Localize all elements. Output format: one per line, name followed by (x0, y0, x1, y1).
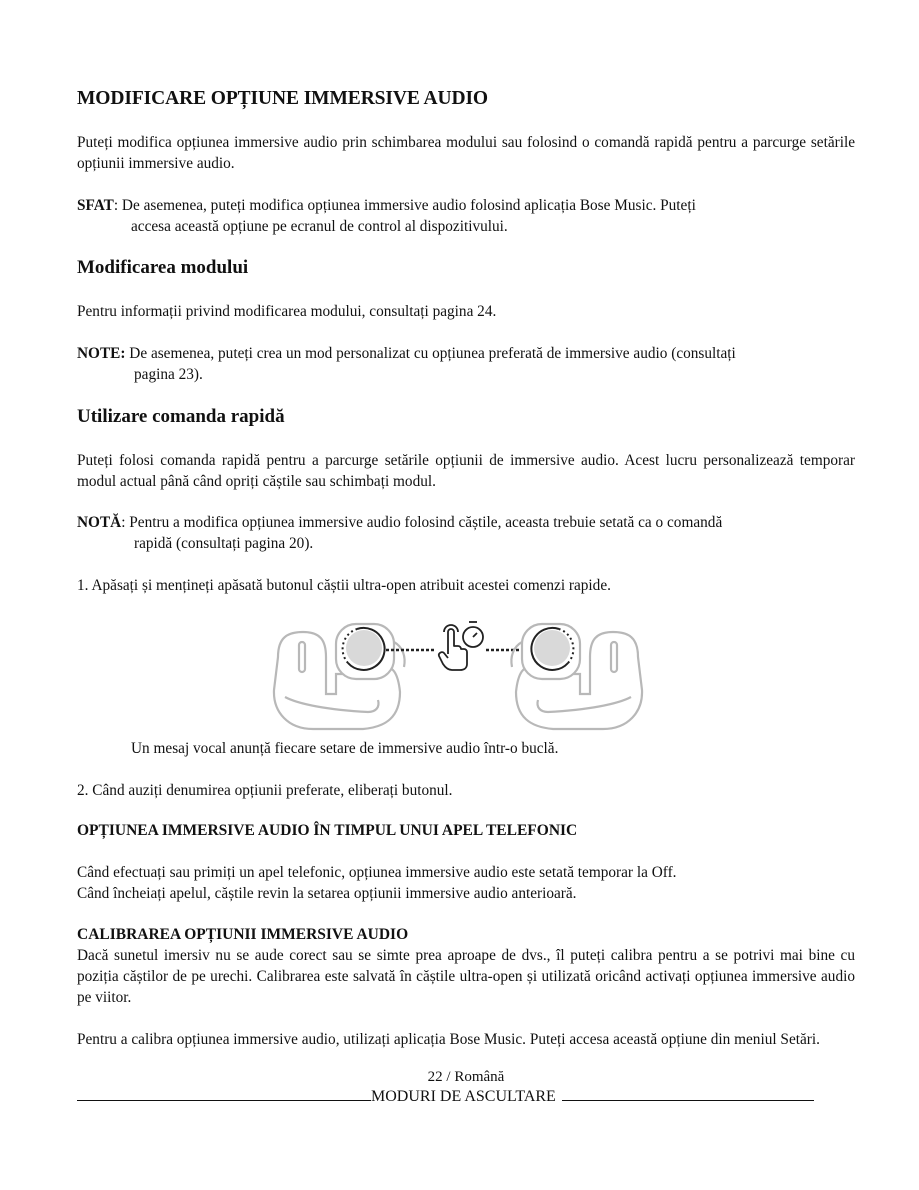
intro-paragraph: Puteți modifica opțiunea immersive audio prin schimbarea modului sau folosind o comandă rapidă pentru a parcurge setările opțiunii immersive audio. (77, 134, 855, 172)
section-title-calibration: CALIBRAREA OPȚIUNII IMMERSIVE AUDIO (77, 926, 409, 943)
footer-rule-left (77, 1100, 371, 1101)
shortcut-paragraph: Puteți folosi comanda rapidă pentru a parcurge setările opțiunii de immersive audio. Acest lucru personalizează temporar modul actual până când opriți căștile sau schimbați modul. (77, 452, 855, 490)
footer-section-title: MODURI DE ASCULTARE (371, 1088, 556, 1105)
timer-icon (463, 622, 483, 647)
footer-section-line (77, 1088, 855, 1106)
subsection-title-shortcut: Utilizare comanda rapidă (77, 406, 285, 427)
note-line-2: rapidă (consultați pagina 20). (134, 535, 314, 552)
note-label: NOTE: (77, 345, 126, 362)
note-line-1: : Pentru a modifica opțiunea immersive audio folosind căștile, aceasta trebuie setată ca o comandă (121, 514, 723, 531)
note-line-2: pagina 23). (134, 366, 203, 383)
section-title-immersive-audio: MODIFICARE OPȚIUNE IMMERSIVE AUDIO (77, 88, 489, 109)
left-earbud-illustration (274, 624, 405, 729)
tip-block (77, 195, 847, 237)
note-block-mode (77, 343, 847, 385)
step-2: 2. Când auziți denumirea opțiunii preferate, eliberați butonul. (77, 782, 453, 799)
tip-line-1: De asemenea, puteți modifica opțiunea immersive audio folosind aplicația Bose Music. Puteți (121, 197, 696, 214)
subsection-title-mode: Modificarea modului (77, 257, 249, 278)
press-hold-hand-icon (439, 625, 467, 670)
step-1-result: Un mesaj vocal anunță fiecare setare de immersive audio într-o buclă. (131, 740, 559, 757)
mode-paragraph: Pentru informații privind modificarea modului, consultați pagina 24. (77, 303, 497, 320)
tip-line-2: accesa această opțiune pe ecranul de control al dispozitivului. (131, 218, 508, 235)
phone-line-1: Când efectuați sau primiți un apel telefonic, opțiunea immersive audio este setată temporar la Off. (77, 864, 677, 881)
page-number: 22 / Română (427, 1069, 505, 1085)
step-1: 1. Apăsați și mențineți apăsată butonul căștii ultra-open atribuit acestei comenzi rapide. (77, 577, 611, 594)
footer-rule-right (562, 1100, 814, 1101)
right-earbud-illustration (511, 624, 642, 729)
note-block-shortcut (77, 512, 847, 554)
section-title-phone-call: OPȚIUNEA IMMERSIVE AUDIO ÎN TIMPUL UNUI APEL TELEFONIC (77, 822, 578, 839)
note-line-1: De asemenea, puteți crea un mod personalizat cu opțiunea preferată de immersive audio (consultați (125, 345, 736, 362)
earbuds-shortcut-figure (268, 612, 648, 737)
calibration-paragraph: Dacă sunetul imersiv nu se aude corect sau se simte prea aproape de dvs., îl puteți calibra pentru a se potrivi mai bine cu poziția căștilor de pe urechi. Calibrarea este salvată în căștile ultra-open și utilizată oricând activați opțiunea immersive audio pe viitor. (77, 947, 855, 1006)
phone-line-2: Când încheiați apelul, căștile revin la setarea opțiunii immersive audio anterioară. (77, 885, 577, 902)
tip-separator: : (113, 197, 122, 214)
tip-label: SFAT (77, 197, 114, 214)
note-label: NOTĂ (77, 514, 122, 531)
calibration-paragraph-2: Pentru a calibra opțiunea immersive audio, utilizați aplicația Bose Music. Puteți accesa această opțiune din meniul Setări. (77, 1031, 820, 1048)
